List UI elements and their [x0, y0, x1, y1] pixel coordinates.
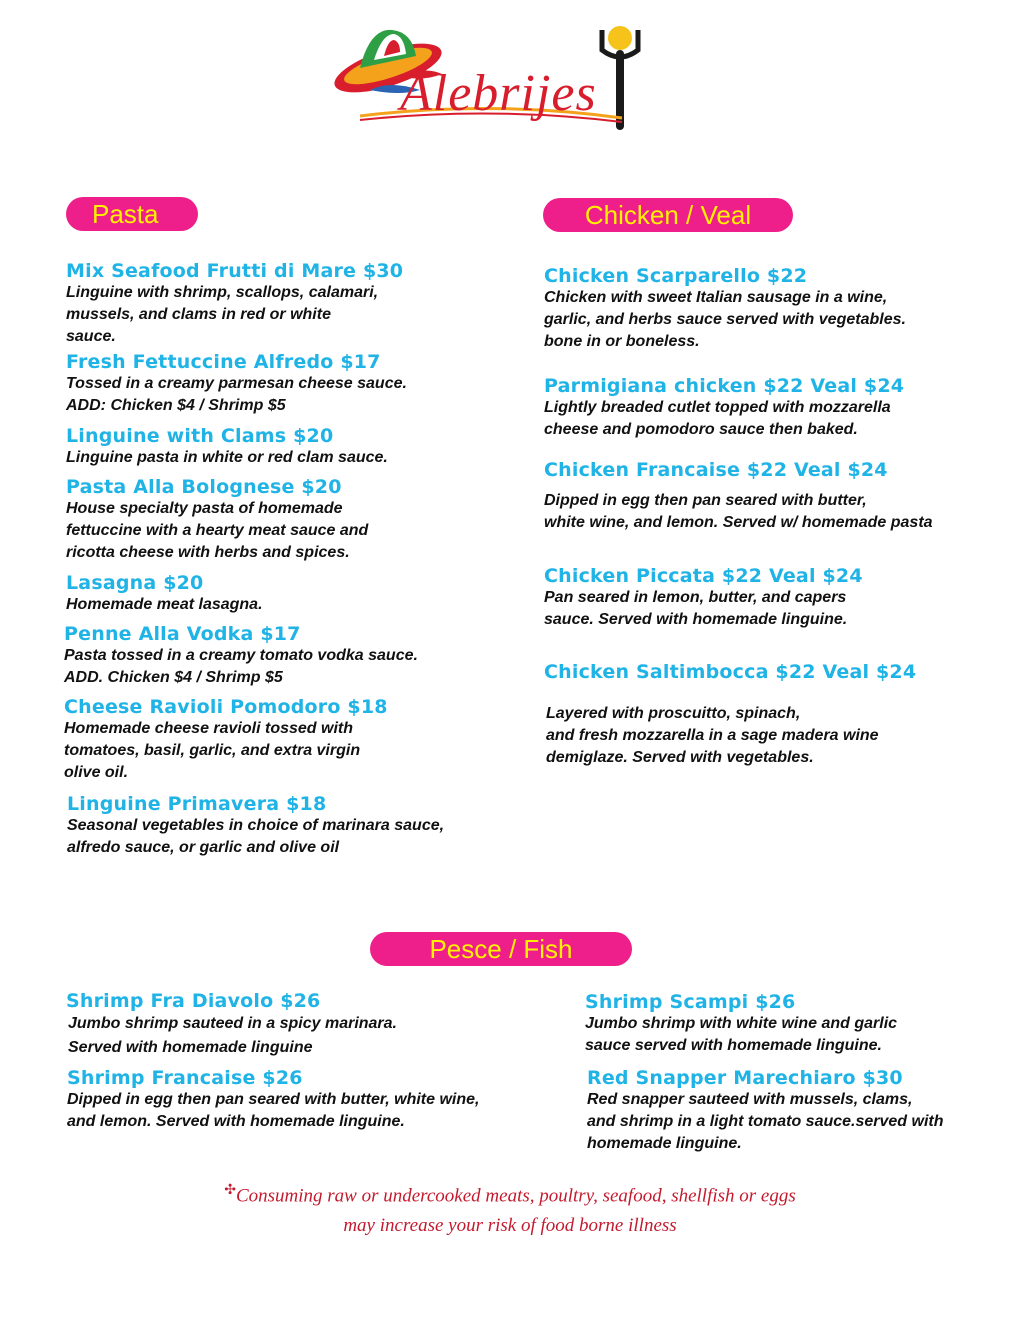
menu-item [67, 1067, 479, 1133]
menu-item [585, 991, 897, 1057]
item-title: Chicken Scarparello $22 [544, 265, 808, 287]
menu-item [66, 990, 397, 1060]
item-description: Seasonal vegetables in choice of marinara sauce, alfredo sauce, or garlic and olive oil [67, 817, 445, 856]
menu-item [66, 351, 407, 417]
menu-item [544, 375, 904, 441]
menu-item [544, 459, 933, 534]
cross-icon: ✣ [224, 1183, 236, 1198]
item-description: Linguine pasta in white or red clam sauce. [66, 449, 388, 466]
item-description: Tossed in a creamy parmesan cheese sauce. ADD: Chicken $4 / Shrimp $5 [66, 375, 407, 414]
menu-item [67, 793, 444, 859]
restaurant-logo [330, 20, 650, 135]
item-title: Parmigiana chicken $22 Veal $24 [544, 375, 905, 397]
item-title: Penne Alla Vodka $17 [64, 623, 301, 645]
item-description: Jumbo shrimp with white wine and garlic sauce served with homemade linguine. [585, 1015, 898, 1054]
item-description: Jumbo shrimp sauteed in a spicy marinara. Served with homemade linguine [68, 1015, 397, 1056]
menu-item [66, 260, 403, 348]
item-title: Shrimp Scampi $26 [585, 991, 796, 1013]
item-title: Shrimp Fra Diavolo $26 [66, 990, 321, 1012]
item-description: Pasta tossed in a creamy tomato vodka sauce. ADD. Chicken $4 / Shrimp $5 [64, 647, 418, 686]
menu-item [66, 425, 388, 469]
brand-name: Alebrijes [400, 65, 597, 122]
item-title: Mix Seafood Frutti di Mare $30 [66, 260, 404, 282]
item-description: Pan seared in lemon, butter, and capers sauce. Served with homemade linguine. [544, 589, 848, 628]
section-chicken-veal-heading: Chicken / Veal [543, 198, 793, 232]
item-description: Chicken with sweet Italian sausage in a wine, garlic, and herbs sauce served with vegetables. bone in or boneless. [544, 289, 906, 350]
item-description: Homemade meat lasagna. [66, 596, 263, 613]
menu-item [66, 572, 263, 616]
menu-item [64, 623, 418, 689]
menu-item [544, 661, 916, 769]
menu-item [544, 265, 906, 353]
item-description: Lightly breaded cutlet topped with mozzarella cheese and pomodoro sauce then baked. [544, 399, 891, 438]
item-title: Pasta Alla Bolognese $20 [66, 476, 342, 498]
item-description: Homemade cheese ravioli tossed with tomatoes, basil, garlic, and extra virgin olive oil. [64, 720, 361, 781]
menu-item [64, 696, 388, 784]
item-title: Chicken Piccata $22 Veal $24 [544, 565, 863, 587]
item-title: Chicken Saltimbocca $22 Veal $24 [544, 661, 917, 683]
menu-item [587, 1067, 944, 1155]
food-safety-disclaimer [0, 1176, 1020, 1241]
item-title: Cheese Ravioli Pomodoro $18 [64, 696, 388, 718]
item-description: Dipped in egg then pan seared with butter, white wine, and lemon. Served with homemade linguine. [67, 1091, 480, 1130]
item-title: Shrimp Francaise $26 [67, 1067, 303, 1089]
item-title: Lasagna $20 [66, 572, 204, 594]
item-description: Layered with proscuitto, spinach, and fresh mozzarella in a sage madera wine demiglaze. Served with vegetables. [546, 705, 879, 766]
section-fish-heading: Pesce / Fish [370, 932, 632, 966]
item-title: Linguine with Clams $20 [66, 425, 334, 447]
menu-item [544, 565, 863, 631]
section-pasta-heading: Pasta [66, 197, 198, 231]
item-title: Red Snapper Marechiaro $30 [587, 1067, 903, 1089]
disclaimer-line-1: Consuming raw or undercooked meats, poultry, seafood, shellfish or eggs [235, 1185, 796, 1207]
item-description: Linguine with shrimp, scallops, calamari, mussels, and clams in red or white sauce. [66, 284, 379, 345]
item-description: Dipped in egg then pan seared with butter, white wine, and lemon. Served w/ homemade pasta [544, 492, 933, 531]
item-title: Fresh Fettuccine Alfredo $17 [66, 351, 381, 373]
item-title: Linguine Primavera $18 [67, 793, 327, 815]
item-description: Red snapper sauteed with mussels, clams, and shrimp in a light tomato sauce.served with homemade linguine. [587, 1091, 944, 1152]
menu-item [66, 476, 368, 564]
item-title: Chicken Francaise $22 Veal $24 [544, 459, 888, 481]
item-description: House specialty pasta of homemade fettuccine with a hearty meat sauce and ricotta cheese with herbs and spices. [66, 500, 369, 561]
disclaimer-line-2: may increase your risk of food borne illness [343, 1215, 677, 1237]
